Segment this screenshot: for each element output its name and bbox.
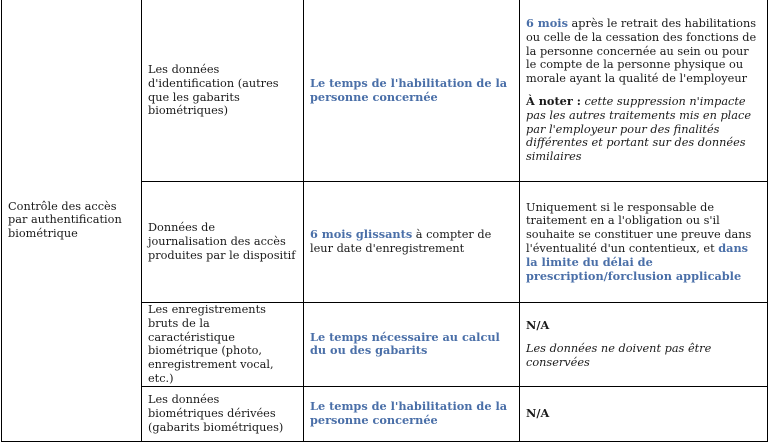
note-highlight: 6 mois (526, 16, 568, 31)
data-type-label: Les données biométriques dérivées (gabarits biométriques) (148, 393, 284, 434)
data-type-label: Les enregistrements bruts de la caractéristique biométrique (photo, enregistrement vocal, etc.) (148, 303, 274, 385)
data-type-label: Les données d'identification (autres que les gabarits biométriques) (148, 62, 279, 118)
duration-highlight: Le temps de l'habilitation de la personne concernée (310, 398, 508, 427)
duration-cell (304, 386, 520, 441)
note-cell (520, 386, 768, 441)
duration-cell (304, 182, 520, 303)
duration-cell (304, 303, 520, 387)
note-italic-text: cette suppression n'impacte pas les autres traitements mis en place par l'employeur pour des finalités différentes et portant sur des données similaires (526, 95, 752, 164)
note-label: À noter : (526, 94, 581, 108)
note-text: Uniquement si le responsable de traitement en a l'obligation ou s'il souhaite se constituer une preuve dans l'éventualité d'un contentieux, et (526, 200, 752, 255)
not-applicable-label: N/A (526, 405, 550, 420)
data-type-cell (142, 303, 304, 387)
category-label: Contrôle des accès par authentification biométrique (8, 199, 122, 241)
note-text: après le retrait des habilitations ou celle de la cessation des fonctions de la personne concernée au sein ou pour le compte de la personne physique ou morale ayant la qualité de l'employeur (526, 17, 757, 86)
note-cell (520, 303, 768, 387)
duration-text: à compter de leur date d'enregistrement (310, 228, 492, 255)
data-type-cell (142, 0, 304, 182)
note-italic-text: Les données ne doivent pas être conservées (526, 341, 712, 369)
note-cell (520, 182, 768, 303)
duration-highlight: Le temps nécessaire au calcul du ou des gabarits (310, 329, 500, 358)
data-type-label: Données de journalisation des accès produites par le dispositif (148, 221, 296, 262)
duration-highlight: 6 mois glissants (310, 227, 413, 242)
note-cell (520, 0, 768, 182)
duration-highlight: Le temps de l'habilitation de la personne concernée (310, 75, 508, 104)
not-applicable-label: N/A (526, 318, 550, 333)
duration-cell (304, 0, 520, 182)
table-row (2, 0, 768, 182)
note-highlight: dans la limite du délai de prescription/forclusion applicable (526, 241, 749, 283)
retention-table (1, 0, 768, 442)
data-type-cell (142, 386, 304, 441)
category-cell (2, 0, 142, 441)
data-type-cell (142, 182, 304, 303)
